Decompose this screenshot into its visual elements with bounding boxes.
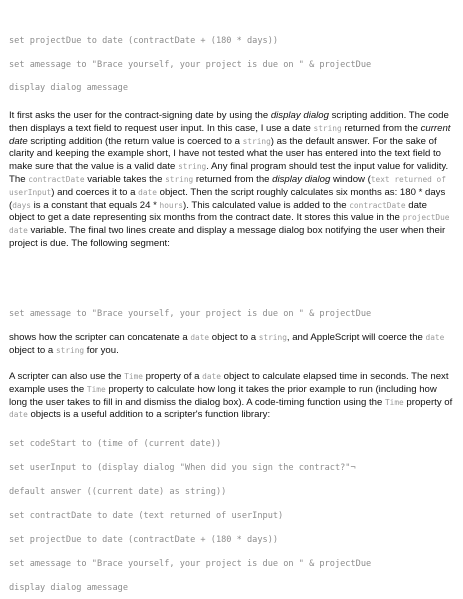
code-line: set contractDate to date (text returned of userInput) xyxy=(9,511,284,521)
paragraph-time-property: A scripter can also use the Time property of a date object to calculate elapsed time in seconds. The next example uses the Time property to calculate how long it takes the prior example to run (including how long the user takes to fill in and dismiss the dialog box). A code-timing function using the Time property of date objects is a useful addition to a scripter's function library: xyxy=(9,371,453,421)
paragraph-date-concatenation: shows how the scripter can concatenate a date object to a string, and AppleScript will coerce the date object to a string for you. xyxy=(9,332,445,356)
code-line: set amessage to "Brace yourself, your project is due on " & projectDue xyxy=(9,559,372,569)
code-line: set amessage to "Brace yourself, your project is due on " & projectDue xyxy=(9,60,372,70)
code-line: set amessage to "Brace yourself, your project is due on " & projectDue xyxy=(9,309,372,319)
code-line: set projectDue to date (contractDate + (180 * days)) xyxy=(9,535,279,545)
code-line: display dialog amessage xyxy=(9,583,128,593)
paragraph-display-dialog-explanation: It first asks the user for the contract-signing date by using the display dialog scripting addition. The code then displays a text field to request user input. In this case, I use a date string returned from the current date scripting addition (the return value is coerced to a string) as the default answer. For the sake of clarity and keeping the example short, I have not tested what the user has entered into the text field to make sure that the value is a valid date string. Any final program should test the input value for validity. The contractDate variable takes the string returned from the display dialog window (text returned of userInput) and coerces it to a date object. Then the script roughly calculates six months as: 180 * days (days is a constant that equals 24 * hours). This calculated value is added to the contractDate date object to get a date representing six months from the contract date. It stores this value in the projectDue date variable. The final two lines create and display a message dialog box notifying the user when their project is due. The following segment: xyxy=(9,110,451,249)
code-line: default answer ((current date) as string)) xyxy=(9,487,227,497)
code-line: set codeStart to (time of (current date)) xyxy=(9,439,222,449)
code-line: set projectDue to date (contractDate + (180 * days)) xyxy=(9,36,279,46)
code-line: display dialog amessage xyxy=(9,83,128,93)
code-line: set userInput to (display dialog "When did you sign the contract?"¬ xyxy=(9,463,356,473)
